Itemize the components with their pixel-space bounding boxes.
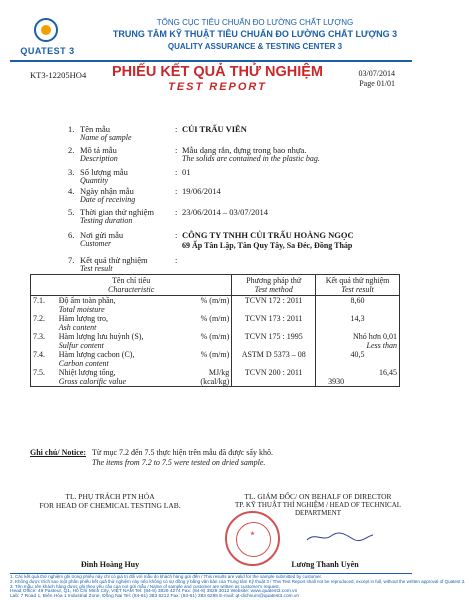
testing-duration-value: 23/06/2014 – 03/07/2014 [182, 207, 268, 217]
col-test-method: Phương pháp thử Test method [232, 275, 316, 296]
field-4-label-en: Date of receiving [80, 195, 136, 204]
notice-label: Ghi chú/ Notice: [30, 448, 86, 457]
header-divider [10, 60, 412, 62]
right-signatory-name: Lương Thanh Uyên [291, 560, 359, 569]
agency-name: TỔNG CỤC TIÊU CHUẨN ĐO LƯỜNG CHẤT LƯỢNG [156, 18, 354, 27]
field-5-label: Thời gian thử nghiệm [80, 207, 155, 217]
description-value: Mẫu dạng rắn, đựng trong bao nhựa. [182, 145, 307, 155]
footer-note-3: 3. Tên mẫu, tên khách hàng được ghi theo yêu cầu của nơi gửi mẫu / Name of sample and customer are written as customer's request. [10, 584, 280, 589]
results-table [30, 274, 400, 387]
field-1-label: Tên mẫu [80, 124, 110, 134]
field-7-num: 7. [68, 255, 75, 265]
field-6-num: 6. [68, 230, 75, 240]
footer-lab-address: Lab: 7 Road 1, Biên Hòa 1 Industrial Zone, Đồng Nai Tel: (84-61) 383 6212 Fax: (84-61) 383 6298 E-mail: qt-dichvum@quatest3.com.vn [10, 594, 300, 599]
report-code: KT3-12205HO4 [30, 70, 87, 80]
field-2-num: 2. [68, 145, 75, 155]
col-characteristic: Tên chỉ tiêu Characteristic [31, 275, 232, 296]
table-row: 7.1. Độ ẩm toàn phần, Total moisture % (m/m) TCVN 172 : 2011 8,60 [31, 296, 400, 315]
quantity-value: 01 [182, 167, 191, 177]
field-6-label: Nơi gửi mẫu [80, 230, 124, 240]
table-row: 7.2. Hàm lượng tro, Ash content % (m/m) TCVN 173 : 2011 14,3 [31, 314, 400, 332]
center-name-en: QUALITY ASSURANCE & TESTING CENTER 3 [167, 42, 343, 51]
field-1-label-en: Name of sample [80, 133, 132, 142]
notice-text: Từ mục 7.2 đến 7.5 thực hiện trên mẫu đã được sấy khô. [92, 448, 273, 457]
report-date: 03/07/2014 [358, 69, 395, 78]
field-3-label-en: Quantity [80, 176, 108, 185]
logo-text: QUATEST 3 [20, 46, 75, 56]
field-6-label-en: Customer [80, 239, 112, 248]
logo-emblem-icon [34, 18, 58, 42]
field-4-label: Ngày nhận mẫu [80, 186, 134, 196]
table-row: 7.4. Hàm lượng cacbon (C), Carbon content % (m/m) ASTM D 5373 – 08 40,5 [31, 350, 400, 368]
official-stamp-icon: ★ [225, 511, 280, 566]
footer-note-2: 2. Không được trích sao một phần phiếu kết quả thử nghiệm này nếu không có sự đồng ý bằng văn bản của Trung tâm Kỹ thuật 3 / This Test Report shall not be reproduced, except in full, without the written approval of Quatest 3. [10, 579, 465, 584]
receiving-date-value: 19/06/2014 [182, 186, 221, 196]
field-1-num: 1. [68, 124, 75, 134]
page-number: Page 01/01 [359, 79, 395, 88]
field-2-label-en: Description [80, 154, 118, 163]
customer-address: 69 Ấp Tân Lập, Tân Quy Tây, Sa Đéc, Đồng Tháp [182, 241, 353, 250]
right-signatory-title: TL. GIÁM ĐỐC/ ON BEHALF OF DIRECTOR [244, 492, 392, 501]
sample-name: CỦI TRẤU VIÊN [182, 124, 247, 134]
field-7-label: Kết quả thử nghiệm [80, 255, 148, 265]
left-signatory-name: Đinh Hoàng Huy [80, 560, 140, 569]
footer-note-1: 1. Các kết quả thử nghiệm ghi trong phiếu này chỉ có giá trị đối với mẫu do khách hàng gửi đến / This results are valid for the sample submitted by customer. [10, 574, 323, 579]
center-name-vi: TRUNG TÂM KỸ THUẬT TIÊU CHUẨN ĐO LƯỜNG CHẤT LƯỢNG 3 [112, 29, 398, 39]
report-subtitle: TEST REPORT [168, 81, 267, 93]
field-2-label: Mô tả mẫu [80, 145, 117, 155]
right-signatory-title-en: TP. KỸ THUẬT THÍ NGHIỆM / HEAD OF TECHNICAL DEPARTMENT [234, 501, 402, 517]
field-7-label-en: Test result [80, 264, 113, 273]
table-row: 7.5. Nhiệt lượng tổng, Gross calorific value MJ/kg (kcal/kg) TCVN 200 : 2011 16,45 3930 [31, 368, 400, 387]
table-row: 7.3. Hàm lượng lưu huỳnh (S), Sulfur content % (m/m) TCVN 175 : 1995 Nhỏ hơn 0,01 Less than [31, 332, 400, 350]
notice-text-en: The items from 7.2 to 7.5 were tested on dried sample. [92, 458, 266, 467]
quatest-logo [10, 18, 85, 58]
field-5-label-en: Testing duration [80, 216, 133, 225]
field-3-num: 3. [68, 167, 75, 177]
report-title: PHIẾU KẾT QUẢ THỬ NGHIỆM [111, 64, 323, 80]
left-signatory-title-en: FOR HEAD OF CHEMICAL TESTING LAB. [39, 501, 181, 510]
field-5-num: 5. [68, 207, 75, 217]
col-test-result: Kết quả thử nghiệm Test result [316, 275, 400, 296]
customer-name: CÔNG TY TNHH CỦI TRẤU HOÀNG NGỌC [182, 230, 354, 240]
signature-icon [305, 530, 375, 544]
footer-head-office: Head Office: 49 Pasteur, Q1, Hồ Chí Minh City, VIỆT NAM Tel: (84-8) 3829 4274 Fax: (84-8) 3829 3012 Website: www.quatest3.com.vn [10, 589, 298, 594]
field-4-num: 4. [68, 186, 75, 196]
left-signatory-title: TL. PHỤ TRÁCH PTN HÓA [65, 492, 155, 501]
description-value-en: The solids are contained in the plastic bag. [182, 154, 320, 163]
field-3-label: Số lượng mẫu [80, 167, 128, 177]
